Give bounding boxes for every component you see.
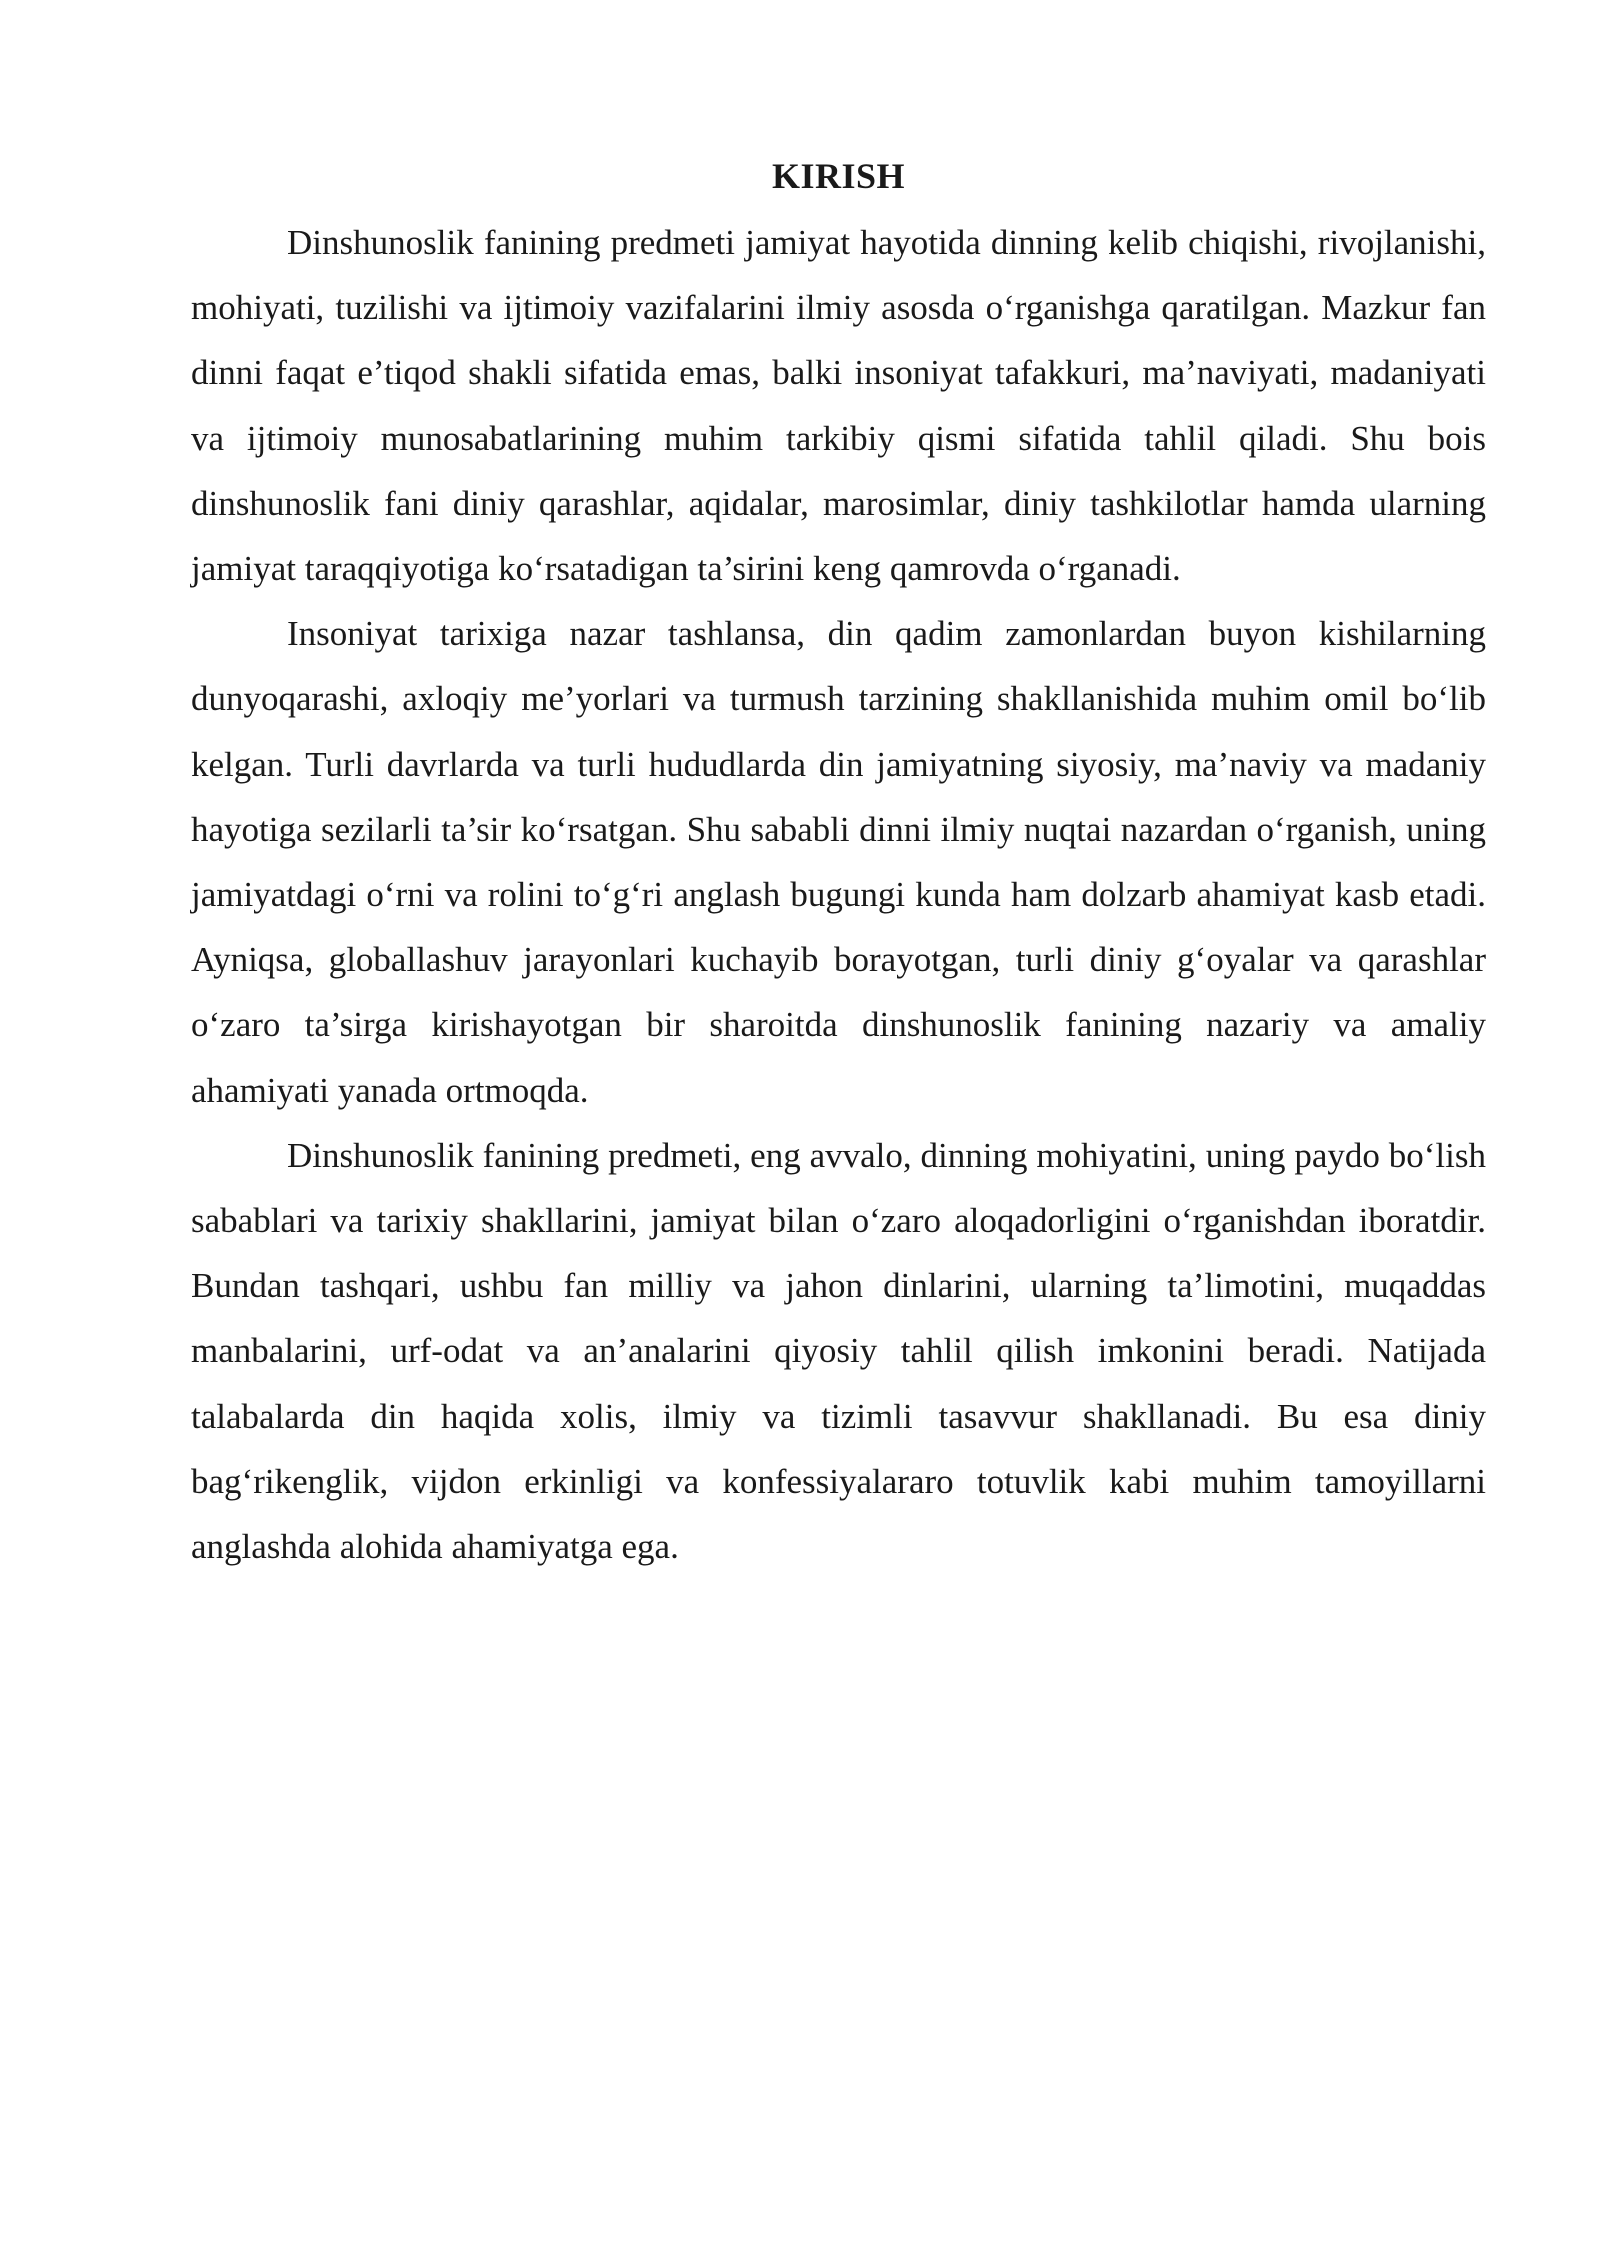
document-body [191,150,1486,1579]
paragraph-3: Dinshunoslik fanining predmeti, eng avvalo, dinning mohiyatini, uning paydo bo‘lish sabablari va tarixiy shakllarini, jamiyat bilan o‘zaro aloqadorligini o‘rganishdan iboratdir. Bundan tashqari, ushbu fan milliy va jahon dinlarini, ularning ta’limotini, muqaddas manbalarini, urf-odat va an’analarini qiyosiy tahlil qilish imkonini beradi. Natijada talabalarda din haqida xolis, ilmiy va tizimli tasavvur shakllanadi. Bu esa diniy bag‘rikenglik, vijdon erkinligi va konfessiyalararo totuvlik kabi muhim tamoyillarni anglashda alohida ahamiyatga ega. [191,1135,1486,1567]
document-title: KIRISH [771,156,906,196]
paragraph-1: Dinshunoslik fanining predmeti jamiyat hayotida dinning kelib chiqishi, rivojlanishi, mohiyati, tuzilishi va ijtimoiy vazifalarini ilmiy asosda o‘rganishga qaratilgan. Mazkur fan dinni faqat e’tiqod shakli sifatida emas, balki insoniyat tafakkuri, ma’naviyati, madaniyati va ijtimoiy munosabatlarining muhim tarkibiy qismi sifatida tahlil qiladi. Shu bois dinshunoslik fani diniy qarashlar, aqidalar, marosimlar, diniy tashkilotlar hamda ularning jamiyat taraqqiyotiga ko‘rsatadigan ta’sirini keng qamrovda o‘rganadi. [191,223,1486,589]
paragraph-2: Insoniyat tarixiga nazar tashlansa, din qadim zamonlardan buyon kishilarning dunyoqarashi, axloqiy me’yorlari va turmush tarzining shakllanishida muhim omil bo‘lib kelgan. Turli davrlarda va turli hududlarda din jamiyatning siyosiy, ma’naviy va madaniy hayotiga sezilarli ta’sir ko‘rsatgan. Shu sababli dinni ilmiy nuqtai nazardan o‘rganish, uning jamiyatdagi o‘rni va rolini to‘g‘ri anglash bugungi kunda ham dolzarb ahamiyat kasb etadi. Ayniqsa, globallashuv jarayonlari kuchayib borayotgan, turli diniy g‘oyalar va qarashlar o‘zaro ta’sirga kirishayotgan bir sharoitda dinshunoslik fanining nazariy va amaliy ahamiyati yanada ortmoqda. [191,614,1486,1110]
